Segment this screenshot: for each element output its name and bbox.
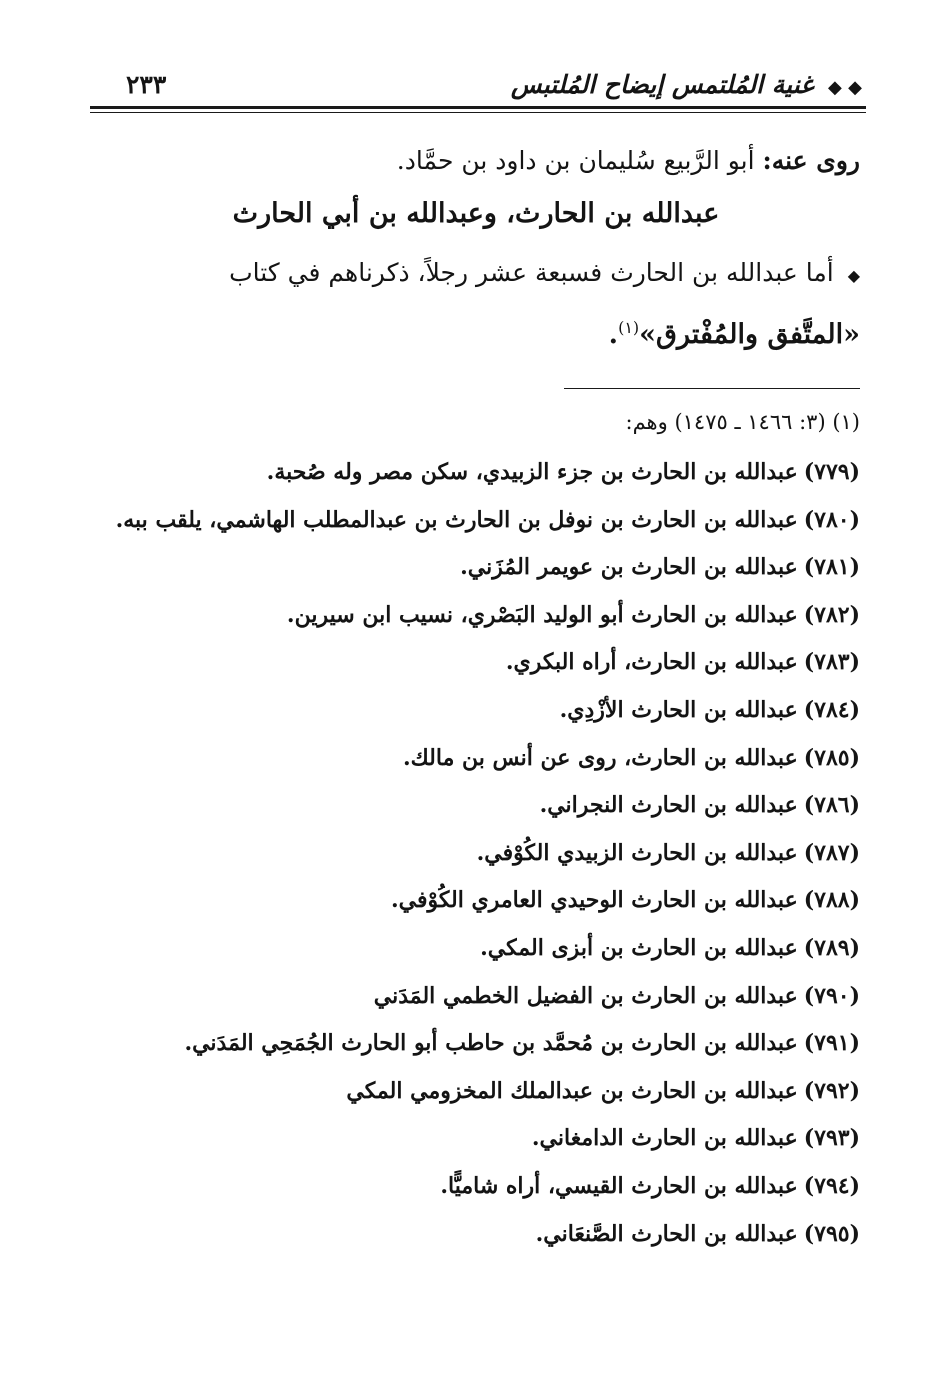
footnote-reference: (١) bbox=[618, 318, 640, 337]
entry-text: عبدالله بن الحارث بن نوفل بن الحارث بن عبدالمطلب الهاشمي، يلقب ببه. bbox=[115, 506, 798, 533]
entry-text: عبدالله بن الحارث بن أبزى المكي. bbox=[480, 934, 798, 961]
entry-number: (٧٩٥) bbox=[803, 1220, 860, 1247]
entry-number: (٧٩٤) bbox=[803, 1172, 860, 1199]
entry-text: عبدالله بن الحارث أبو الوليد البَصْري، نسيب ابن سيرين. bbox=[286, 601, 798, 628]
footnote-separator bbox=[564, 388, 860, 389]
footnote-entry bbox=[80, 835, 860, 883]
entry-text: عبدالله بن الحارث بن مُحمَّد بن حاطب أبو الحارث الجُمَحِي المَدَني. bbox=[184, 1030, 798, 1057]
entry-text: عبدالله بن الحارث، أراه البكري. bbox=[505, 649, 798, 676]
narrators-label: روى عنه: bbox=[762, 146, 860, 175]
entry-number: (٧٨٩) bbox=[803, 934, 860, 961]
entry-number: (٧٨١) bbox=[803, 554, 860, 581]
footnote-entry bbox=[80, 692, 860, 740]
footnote-entry bbox=[80, 1073, 860, 1121]
entry-text: عبدالله بن الحارث النجراني. bbox=[539, 792, 798, 819]
entry-number: (٧٩٢) bbox=[803, 1077, 860, 1104]
book-reference: «المتَّفق والمُفْترق» bbox=[639, 319, 860, 350]
footnote-entry bbox=[80, 454, 860, 502]
footnote-entry bbox=[80, 930, 860, 978]
entry-number: (٧٩٠) bbox=[803, 982, 860, 1009]
entry-text: عبدالله بن الحارث بن الفضيل الخطمي المَدَني bbox=[373, 982, 798, 1009]
footnote-entry bbox=[80, 740, 860, 788]
entry-number: (٧٩١) bbox=[803, 1030, 860, 1057]
paragraph-line-1 bbox=[229, 258, 860, 287]
entry-text: عبدالله بن الحارث القيسي، أراه شاميًّا. bbox=[440, 1172, 798, 1199]
entry-number: (٧٨٧) bbox=[803, 839, 860, 866]
entry-number: (٧٨٤) bbox=[803, 696, 860, 723]
footnote-entry bbox=[80, 882, 860, 930]
header-diamond-ornament: ◆ ◆ bbox=[828, 77, 862, 98]
entry-number: (٧٨٠) bbox=[803, 506, 860, 533]
entry-number: (٧٨٥) bbox=[803, 744, 860, 771]
footnote-entries bbox=[80, 454, 860, 1263]
footnote-entry bbox=[80, 1120, 860, 1168]
footnote-entry bbox=[80, 597, 860, 645]
footnote-intro: (١) (٣: ١٤٦٦ ـ ١٤٧٥) وهم: bbox=[625, 410, 860, 434]
entry-number: (٧٩٣) bbox=[803, 1125, 860, 1152]
footnote-entry bbox=[80, 787, 860, 835]
paragraph-line-2 bbox=[609, 318, 860, 350]
footnote-entry bbox=[80, 1168, 860, 1216]
entry-number: (٧٨٢) bbox=[803, 601, 860, 628]
entry-text: عبدالله بن الحارث، روى عن أنس بن مالك. bbox=[402, 744, 798, 771]
footnote-entry bbox=[80, 502, 860, 550]
footnote-entry bbox=[80, 1216, 860, 1264]
narrators-line bbox=[397, 146, 860, 175]
entry-number: (٧٧٩) bbox=[803, 459, 860, 485]
entry-number: (٧٨٦) bbox=[803, 792, 860, 819]
footnote-entry bbox=[80, 644, 860, 692]
running-title bbox=[511, 70, 862, 99]
page-number: ٢٣٣ bbox=[126, 70, 167, 99]
narrators-text: أبو الرَّبيع سُليمان بن داود بن حمَّاد. bbox=[396, 146, 755, 175]
entry-text: عبدالله بن الحارث بن عبدالملك المخزومي المكي bbox=[346, 1077, 798, 1104]
entry-text: عبدالله بن الحارث الأزْدِي. bbox=[559, 696, 798, 723]
footnote-entry bbox=[80, 549, 860, 597]
paragraph-end: . bbox=[608, 319, 619, 350]
header-rule-thin bbox=[90, 112, 866, 113]
entry-text: عبدالله بن الحارث الدامغاني. bbox=[531, 1125, 798, 1152]
entry-text: عبدالله بن الحارث بن عويمر المُزَني. bbox=[460, 554, 798, 581]
header-rule-thick bbox=[90, 106, 866, 109]
book-title: غنية المُلتمس إيضاح المُلتبس bbox=[510, 70, 814, 99]
entry-text: عبدالله بن الحارث الصَّنعَاني. bbox=[535, 1220, 798, 1247]
footnote-entry bbox=[80, 978, 860, 1026]
entry-number: (٧٨٨) bbox=[803, 887, 860, 914]
footnote-entry bbox=[80, 1025, 860, 1073]
section-heading: عبدالله بن الحارث، وعبدالله بن أبي الحارث bbox=[232, 198, 720, 229]
entry-number: (٧٨٣) bbox=[803, 649, 860, 676]
diamond-icon: ◆ bbox=[847, 266, 860, 285]
paragraph-text-1: أما عبدالله بن الحارث فسبعة عشر رجلاً، ذكرناهم في كتاب bbox=[229, 258, 834, 287]
entry-text: عبدالله بن الحارث الزبيدي الكُوْفي. bbox=[476, 839, 798, 866]
entry-text: عبدالله بن الحارث بن جزء الزبيدي، سكن مصر وله صُحبة. bbox=[266, 459, 798, 485]
running-header bbox=[90, 66, 862, 110]
entry-text: عبدالله بن الحارث الوحيدي العامري الكُوْفي. bbox=[390, 887, 798, 914]
